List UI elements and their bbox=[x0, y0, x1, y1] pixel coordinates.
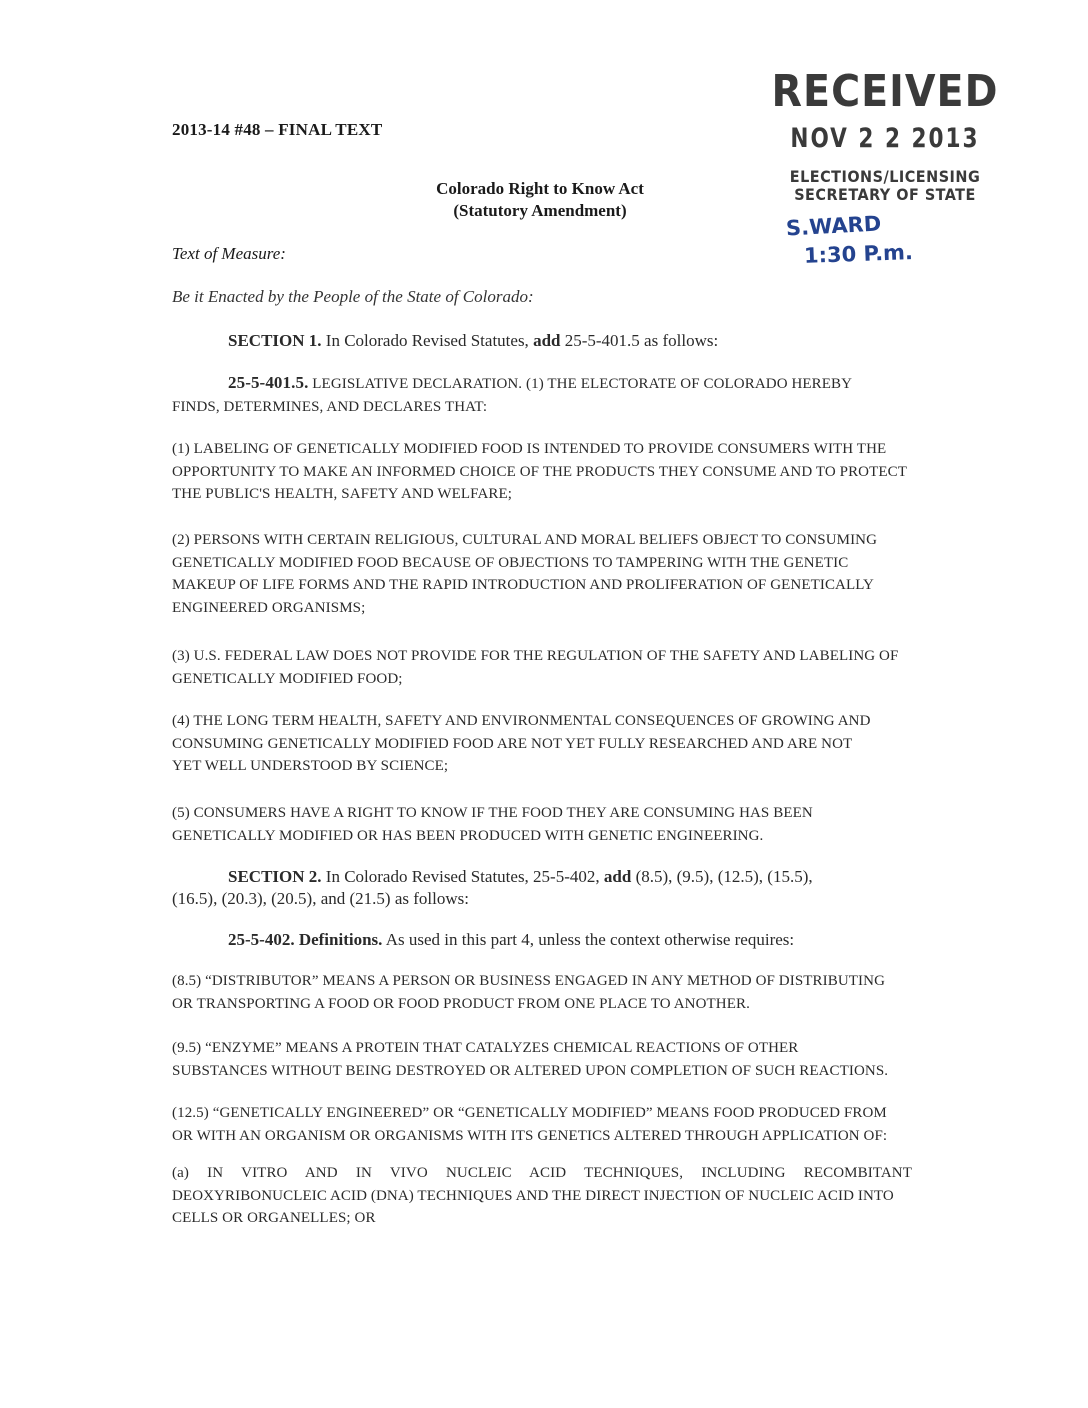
finding-line: GENETICALLY MODIFIED FOOD; bbox=[172, 670, 403, 687]
stamp-date: NOV 2 2 2013 bbox=[790, 122, 980, 154]
section-1-text-b: 25-5-401.5 as follows: bbox=[560, 331, 719, 350]
legislative-line2: FINDS, DETERMINES, AND DECLARES THAT: bbox=[172, 398, 488, 415]
section-2-text-a: In Colorado Revised Statutes, 25-5-402, bbox=[321, 867, 604, 886]
stamp-office bbox=[770, 168, 1000, 204]
finding-line: ENGINEERED ORGANISMS; bbox=[172, 599, 366, 616]
definition-line: OR TRANSPORTING A FOOD OR FOOD PRODUCT FROM ONE PLACE TO ANOTHER. bbox=[172, 995, 750, 1012]
section-1-label: SECTION 1. bbox=[228, 331, 322, 350]
section-2-text-b: (8.5), (9.5), (12.5), (15.5), bbox=[631, 867, 813, 886]
section-2-label: SECTION 2. bbox=[228, 867, 322, 886]
finding-line: (4) THE LONG TERM HEALTH, SAFETY AND ENVIRONMENTAL CONSEQUENCES OF GROWING AND bbox=[172, 713, 871, 729]
legislative-number: 25-5-401.5. bbox=[228, 373, 309, 392]
definitions-title: Definitions. bbox=[294, 930, 383, 949]
text-of-measure-label: Text of Measure: bbox=[172, 244, 286, 263]
section-2-add: add bbox=[603, 867, 632, 886]
definition-line: CELLS OR ORGANELLES; OR bbox=[172, 1210, 376, 1226]
finding-3 bbox=[172, 645, 912, 690]
title-block bbox=[370, 178, 710, 222]
definition-12-5-a bbox=[172, 1162, 912, 1230]
finding-line: (5) CONSUMERS HAVE A RIGHT TO KNOW IF THE FOOD THEY ARE CONSUMING HAS BEEN bbox=[172, 805, 813, 821]
finding-1 bbox=[172, 438, 912, 506]
legislative-declaration bbox=[172, 372, 912, 418]
legislative-line1: (1) THE ELECTORATE OF COLORADO HEREBY bbox=[522, 376, 853, 392]
definition-line: (a) IN VITRO AND IN VIVO NUCLEIC ACID TECHNIQUES, INCLUDING RECOMBITANT bbox=[172, 1165, 912, 1181]
definitions-heading bbox=[172, 929, 968, 952]
definition-line: (12.5) “GENETICALLY ENGINEERED” OR “GENETICALLY MODIFIED” MEANS FOOD PRODUCED FROM bbox=[172, 1105, 887, 1121]
stamp-received: RECEIVED bbox=[771, 66, 999, 117]
finding-line: (1) LABELING OF GENETICALLY MODIFIED FOOD IS INTENDED TO PROVIDE CONSUMERS WITH THE bbox=[172, 441, 887, 457]
stamp-office-line1: ELECTIONS/LICENSING bbox=[789, 167, 981, 186]
section-1 bbox=[172, 330, 968, 353]
definition-line: DEOXYRIBONUCLEIC ACID (DNA) TECHNIQUES AND THE DIRECT INJECTION OF NUCLEIC ACID INTO bbox=[172, 1187, 894, 1204]
finding-line: THE PUBLIC'S HEALTH, SAFETY AND WELFARE; bbox=[172, 486, 513, 502]
definition-line: OR WITH AN ORGANISM OR ORGANISMS WITH ITS GENETICS ALTERED THROUGH APPLICATION OF: bbox=[172, 1127, 888, 1144]
definition-line: SUBSTANCES WITHOUT BEING DESTROYED OR ALTERED UPON COMPLETION OF SUCH REACTIONS. bbox=[172, 1062, 889, 1079]
definition-12-5 bbox=[172, 1102, 912, 1147]
section-1-add: add bbox=[533, 331, 561, 350]
finding-line: (3) U.S. FEDERAL LAW DOES NOT PROVIDE FOR THE REGULATION OF THE SAFETY AND LABELING OF bbox=[172, 648, 899, 664]
enacting-clause: Be it Enacted by the People of the State of Colorado: bbox=[172, 287, 534, 306]
legislative-heading: LEGISLATIVE DECLARATION. bbox=[308, 376, 523, 392]
section-1-text-a: In Colorado Revised Statutes, bbox=[321, 331, 534, 350]
finding-line: CONSUMING GENETICALLY MODIFIED FOOD ARE NOT YET FULLY RESEARCHED AND ARE NOT bbox=[172, 735, 853, 752]
document-id: 2013-14 #48 – FINAL TEXT bbox=[172, 120, 383, 139]
definitions-intro: As used in this part 4, unless the context otherwise requires: bbox=[382, 930, 795, 949]
finding-line: YET WELL UNDERSTOOD BY SCIENCE; bbox=[172, 758, 449, 774]
received-stamp bbox=[770, 68, 1000, 204]
definition-line: (9.5) “ENZYME” MEANS A PROTEIN THAT CATALYZES CHEMICAL REACTIONS OF OTHER bbox=[172, 1040, 799, 1056]
finding-2 bbox=[172, 529, 912, 619]
definition-line: (8.5) “DISTRIBUTOR” MEANS A PERSON OR BUSINESS ENGAGED IN ANY METHOD OF DISTRIBUTING bbox=[172, 973, 886, 989]
definition-8-5 bbox=[172, 970, 912, 1015]
finding-line: MAKEUP OF LIFE FORMS AND THE RAPID INTRODUCTION AND PROLIFERATION OF GENETICALLY bbox=[172, 577, 874, 593]
page-subtitle: (Statutory Amendment) bbox=[453, 201, 627, 220]
finding-line: GENETICALLY MODIFIED FOOD BECAUSE OF OBJECTIONS TO TAMPERING WITH THE GENETIC bbox=[172, 554, 849, 571]
section-2-line2: (16.5), (20.3), (20.5), and (21.5) as follows: bbox=[172, 889, 469, 908]
stamp-office-line2: SECRETARY OF STATE bbox=[794, 185, 976, 204]
handwritten-name: S.WARD bbox=[785, 211, 882, 241]
finding-4 bbox=[172, 710, 912, 778]
page-title: Colorado Right to Know Act bbox=[436, 179, 644, 198]
section-2 bbox=[172, 866, 912, 910]
finding-5 bbox=[172, 802, 912, 847]
finding-line: OPPORTUNITY TO MAKE AN INFORMED CHOICE OF THE PRODUCTS THEY CONSUME AND TO PROTECT bbox=[172, 463, 908, 480]
handwritten-time: 1:30 P.m. bbox=[803, 240, 914, 268]
definitions-number: 25-5-402. bbox=[228, 930, 295, 949]
finding-line: (2) PERSONS WITH CERTAIN RELIGIOUS, CULTURAL AND MORAL BELIEFS OBJECT TO CONSUMING bbox=[172, 532, 878, 548]
definition-9-5 bbox=[172, 1037, 912, 1082]
finding-line: GENETICALLY MODIFIED OR HAS BEEN PRODUCED WITH GENETIC ENGINEERING. bbox=[172, 827, 764, 844]
